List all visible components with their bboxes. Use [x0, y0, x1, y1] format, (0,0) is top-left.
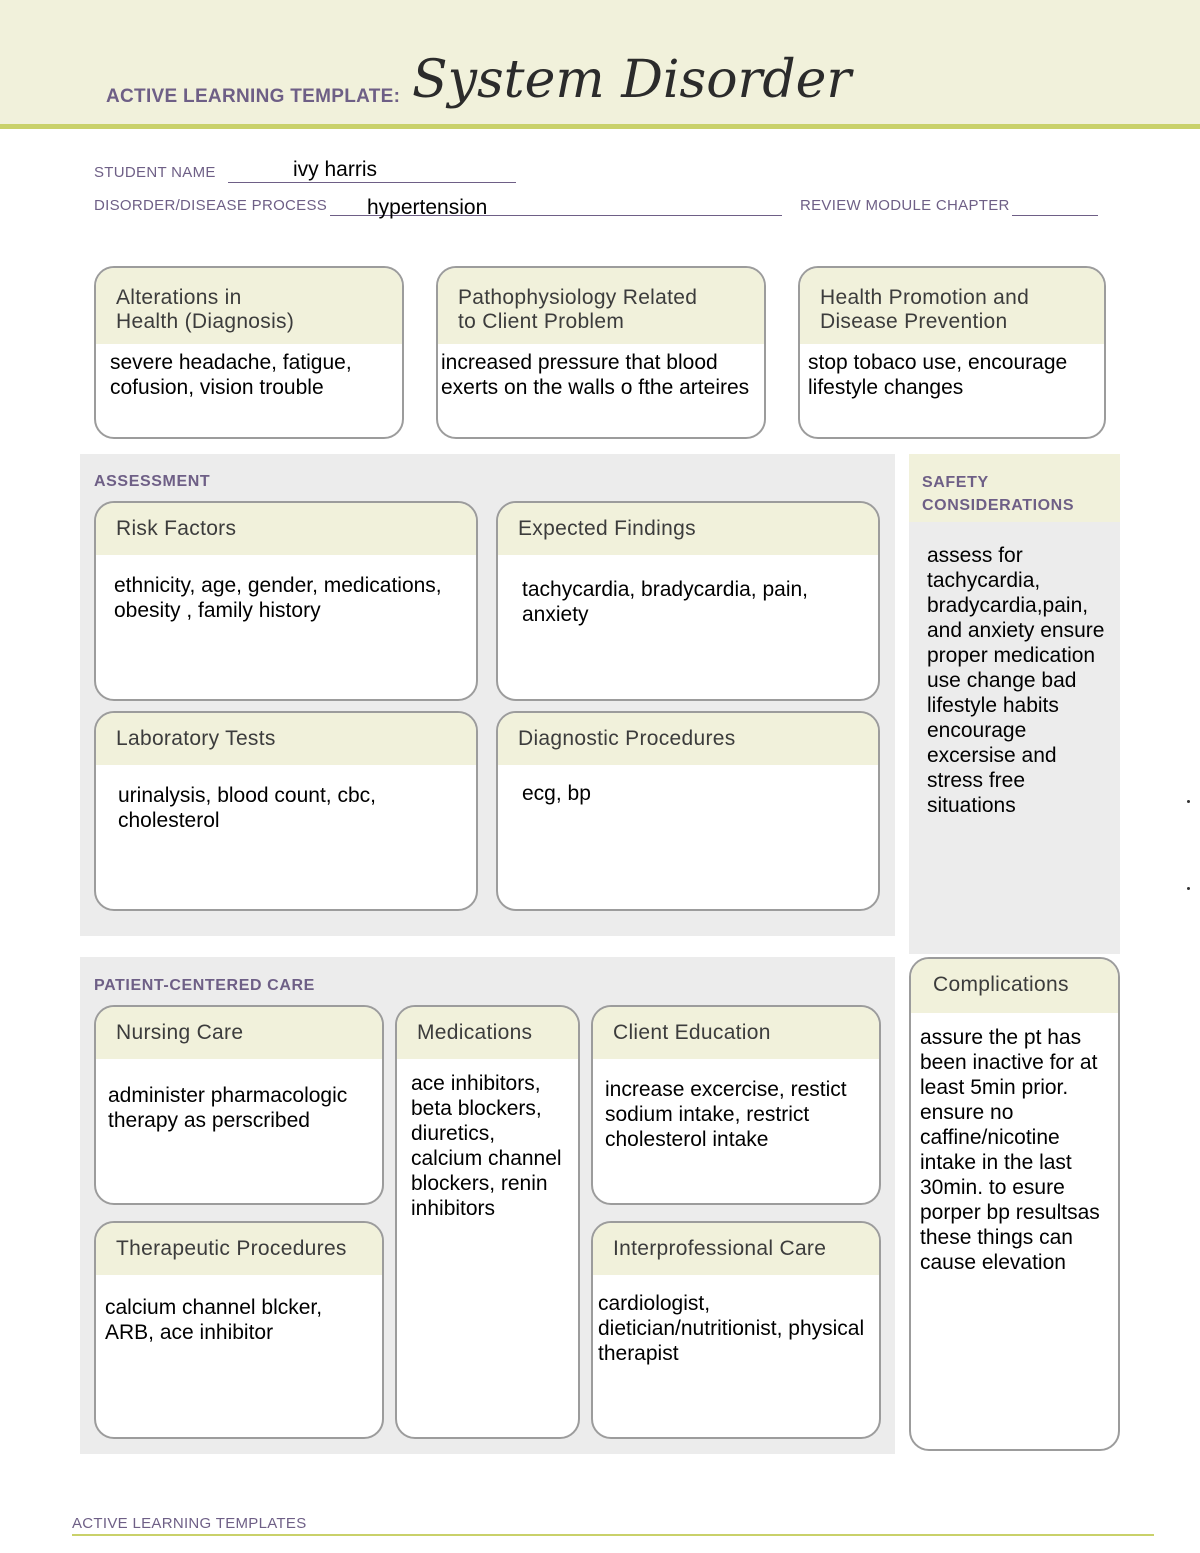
interprofessional-care-box [591, 1221, 881, 1439]
patho-body[interactable]: increased pressure that blood exerts on the walls o fthe arteires [441, 351, 750, 399]
client-education-box [591, 1005, 881, 1205]
assessment-title: ASSESSMENT [94, 473, 211, 490]
student-name-label: STUDENT NAME [94, 164, 216, 181]
disorder-value[interactable]: hypertension [367, 196, 488, 219]
risk-factors-box [94, 501, 478, 701]
nursing-care-box [94, 1005, 384, 1205]
alterations-title-line1: Alterations in [116, 286, 242, 309]
patho-title [438, 268, 764, 344]
client-education-title: Client Education [593, 1007, 879, 1059]
client-education-body[interactable]: increase excercise, restict sodium intake, restrict cholesterol intake [605, 1078, 847, 1151]
interprofessional-care-body[interactable]: cardiologist, dietician/nutritionist, physical therapist [598, 1292, 865, 1365]
expected-findings-box [496, 501, 880, 701]
safety-title-line2: CONSIDERATIONS [922, 497, 1075, 514]
expected-findings-title: Expected Findings [498, 503, 878, 555]
promotion-body[interactable]: stop tobaco use, encourage lifestyle changes [808, 351, 1068, 399]
alterations-title [96, 268, 402, 344]
complications-body[interactable]: assure the pt has been inactive for at least 5min prior. ensure no caffine/nicotine intake in the last 30min. to esure porper bp resultsas these things can cause elevation [920, 1026, 1100, 1274]
review-module-line[interactable] [1012, 197, 1098, 216]
promotion-title [800, 268, 1104, 344]
margin-dot [1187, 800, 1190, 803]
diagnostic-procedures-box [496, 711, 880, 911]
risk-factors-body[interactable]: ethnicity, age, gender, medications, obesity , family history [114, 574, 442, 622]
complications-box [909, 957, 1120, 1451]
safety-title-line1: SAFETY [922, 474, 989, 491]
complications-title: Complications [911, 959, 1118, 1013]
laboratory-tests-title: Laboratory Tests [96, 713, 476, 765]
disorder-label: DISORDER/DISEASE PROCESS [94, 197, 328, 214]
medications-body[interactable]: ace inhibitors, beta blockers, diuretics, calcium channel blockers, renin inhibitors [411, 1072, 562, 1220]
template-title: System Disorder [412, 50, 852, 110]
student-name-value[interactable]: ivy harris [293, 158, 378, 181]
alterations-box [94, 266, 404, 439]
patho-title-line1: Pathophysiology Related [458, 286, 698, 309]
footer-text: ACTIVE LEARNING TEMPLATES [72, 1515, 307, 1532]
therapeutic-procedures-title: Therapeutic Procedures [96, 1223, 382, 1275]
laboratory-tests-body[interactable]: urinalysis, blood count, cbc, cholesterol [118, 784, 376, 832]
risk-factors-title: Risk Factors [96, 503, 476, 555]
patho-title-line2: to Client Problem [458, 310, 625, 333]
laboratory-tests-box [94, 711, 478, 911]
diagnostic-procedures-title: Diagnostic Procedures [498, 713, 878, 765]
therapeutic-procedures-box [94, 1221, 384, 1439]
patient-care-title: PATIENT-CENTERED CARE [94, 977, 315, 994]
safety-title [922, 471, 1074, 517]
nursing-care-title: Nursing Care [96, 1007, 382, 1059]
nursing-care-body[interactable]: administer pharmacologic therapy as perscribed [108, 1084, 348, 1132]
promotion-title-line1: Health Promotion and [820, 286, 1030, 309]
footer-line [72, 1534, 1154, 1536]
review-module-label: REVIEW MODULE CHAPTER [800, 197, 1010, 214]
template-label: ACTIVE LEARNING TEMPLATE: [106, 86, 401, 107]
margin-dot [1187, 887, 1190, 890]
alterations-body[interactable]: severe headache, fatigue, cofusion, vision trouble [110, 351, 352, 399]
medications-box [395, 1005, 580, 1439]
alterations-title-line2: Health (Diagnosis) [116, 310, 295, 333]
safety-body[interactable]: assess for tachycardia, bradycardia,pain, and anxiety ensure proper medication use change bad lifestyle habits encourage excersise and stress free situations [927, 544, 1105, 817]
medications-title: Medications [397, 1007, 578, 1059]
promotion-title-line2: Disease Prevention [820, 310, 1008, 333]
interprofessional-care-title: Interprofessional Care [593, 1223, 879, 1275]
expected-findings-body[interactable]: tachycardia, bradycardia, pain, anxiety [522, 578, 808, 626]
diagnostic-procedures-body[interactable]: ecg, bp [522, 782, 591, 805]
therapeutic-procedures-body[interactable]: calcium channel blcker, ARB, ace inhibitor [105, 1296, 323, 1344]
promotion-box [798, 266, 1106, 439]
patho-box [436, 266, 766, 439]
